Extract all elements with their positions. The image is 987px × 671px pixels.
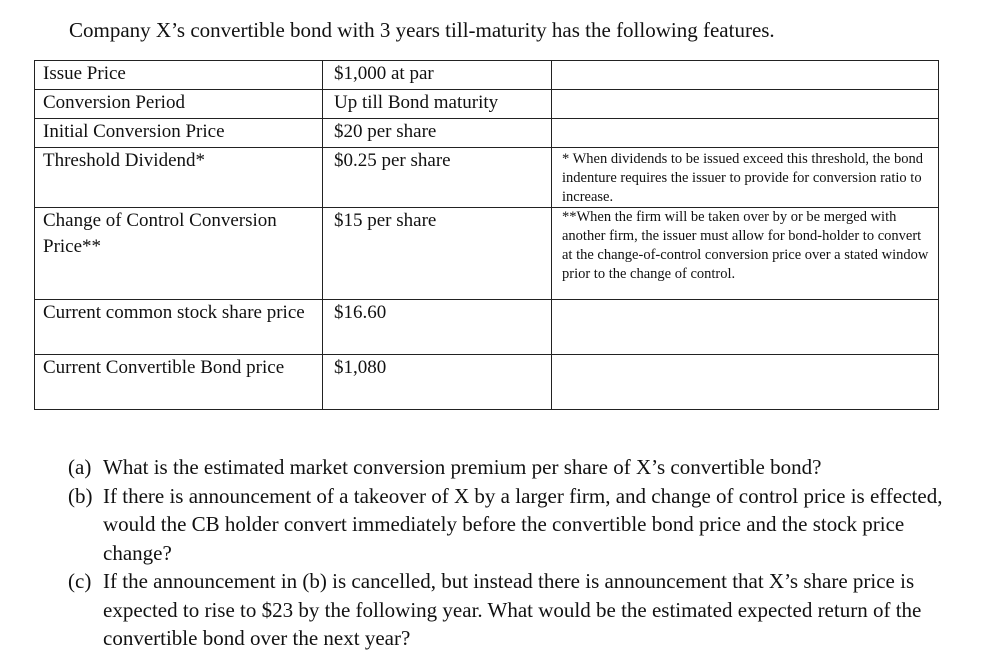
question-text: What is the estimated market conversion premium per share of X’s convertible bond? — [103, 455, 822, 479]
feature-note — [552, 61, 939, 90]
feature-label: Threshold Dividend* — [35, 148, 323, 208]
table-row — [35, 119, 939, 148]
question-letter: (b) — [68, 483, 93, 508]
feature-label: Current Convertible Bond price — [35, 355, 323, 410]
feature-value: $1,000 at par — [323, 61, 552, 90]
question-letter: (a) — [68, 455, 92, 479]
question-text: If there is announcement of a takeover of X by a larger firm, and change of control price is effected, would the CB holder convert immediately before the convertible bond price and the stock price change? — [103, 483, 943, 565]
table-row — [35, 208, 939, 300]
feature-note — [552, 300, 939, 355]
feature-value: $16.60 — [323, 300, 552, 355]
table-row — [35, 355, 939, 410]
feature-value: $20 per share — [323, 119, 552, 148]
change-of-control-footnote: **When the firm will be taken over by or be merged with another firm, the issuer must allow for bond-holder to convert at the change-of-control conversion price over a stated window prior to the change of control. — [552, 208, 939, 300]
intro-sentence: Company X’s convertible bond with 3 years till-maturity has the following features. — [69, 18, 775, 42]
table-row — [35, 61, 939, 90]
feature-label: Issue Price — [35, 61, 323, 90]
question-c — [68, 567, 948, 653]
table-row — [35, 148, 939, 208]
feature-note — [552, 355, 939, 410]
feature-note — [552, 119, 939, 148]
feature-label: Change of Control Conversion Price** — [35, 208, 323, 300]
features-table — [34, 60, 939, 410]
question-text: If the announcement in (b) is cancelled, but instead there is announcement that X’s share price is expected to rise to $23 by the following year. What would be the estimated expected return of the convertible bond over the next year? — [103, 569, 922, 650]
feature-label: Initial Conversion Price — [35, 119, 323, 148]
question-b — [68, 482, 948, 568]
feature-value: $1,080 — [323, 355, 552, 410]
question-letter: (c) — [68, 569, 92, 593]
question-list — [68, 453, 948, 653]
feature-value: Up till Bond maturity — [323, 90, 552, 119]
feature-value: $0.25 per share — [323, 148, 552, 208]
question-a — [68, 453, 948, 482]
feature-label: Conversion Period — [35, 90, 323, 119]
threshold-dividend-footnote: * When dividends to be issued exceed this threshold, the bond indenture requires the issuer to provide for conversion ratio to increase. — [552, 148, 939, 208]
table-row — [35, 90, 939, 119]
feature-note — [552, 90, 939, 119]
feature-value: $15 per share — [323, 208, 552, 300]
feature-label: Current common stock share price — [35, 300, 323, 355]
table-row — [35, 300, 939, 355]
